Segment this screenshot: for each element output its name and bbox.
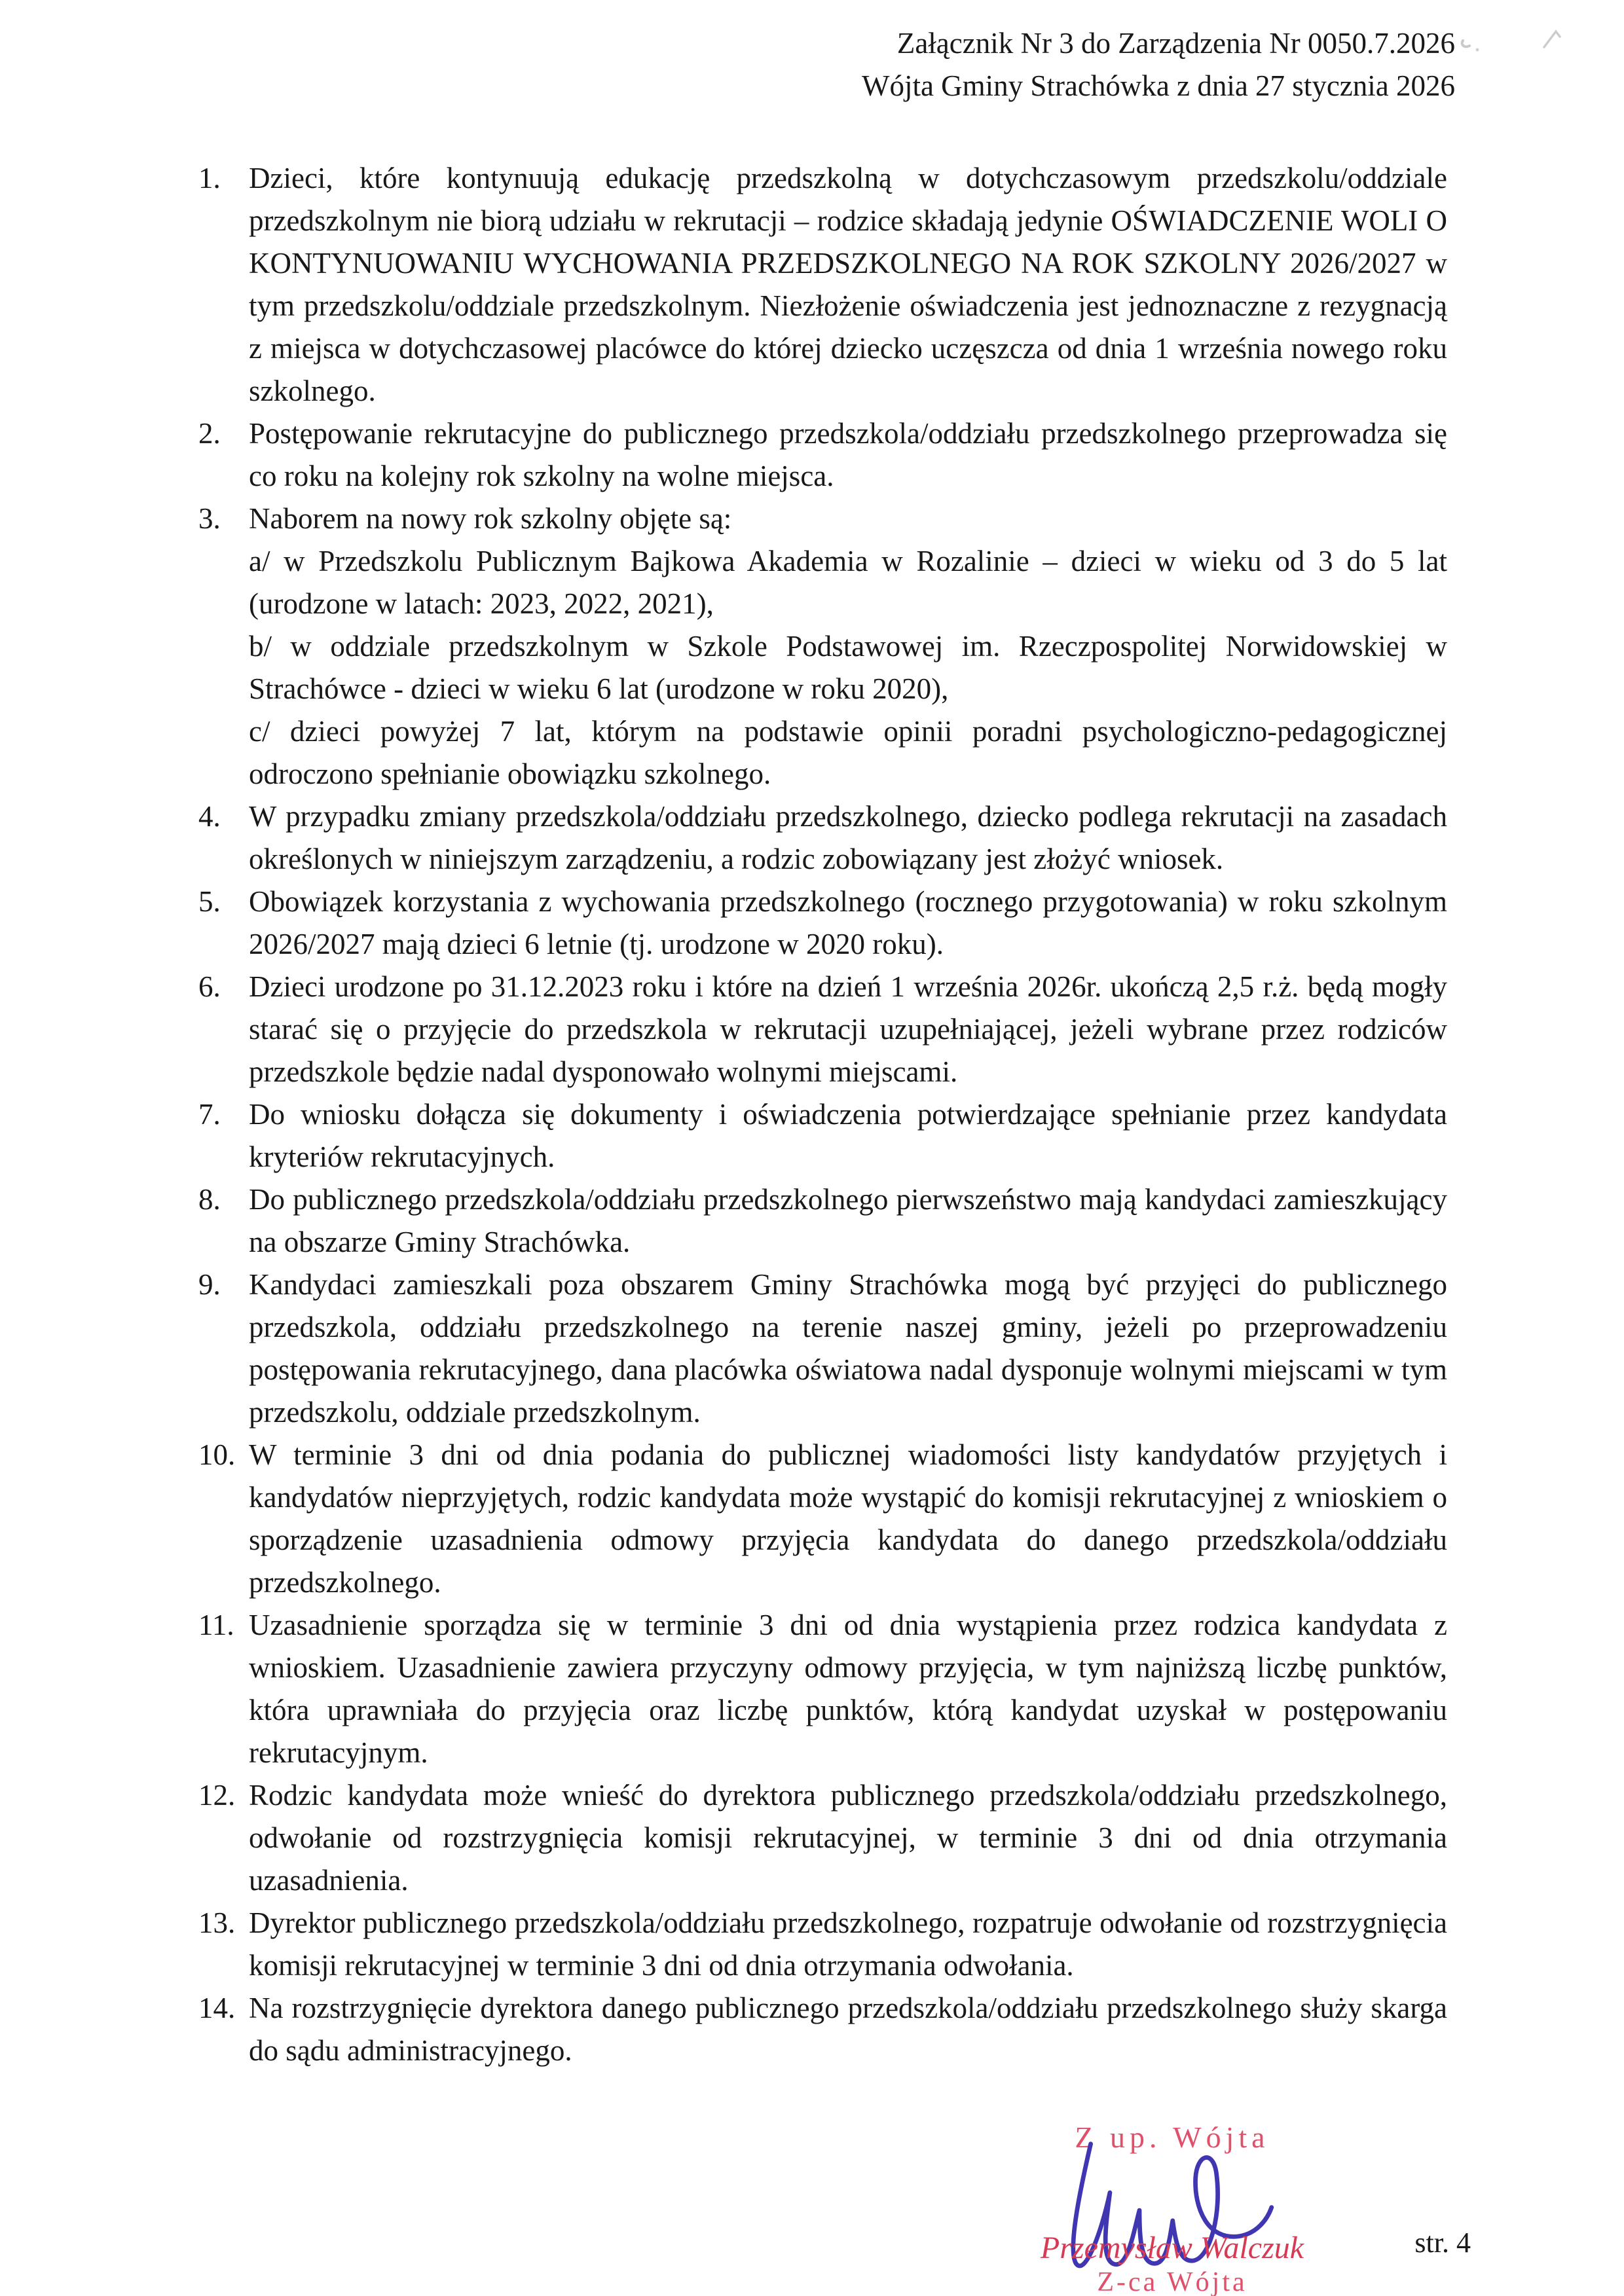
list-item: [198, 1434, 1447, 1604]
list-item: [198, 498, 1447, 795]
list-item: [198, 157, 1447, 412]
scan-artifact: [1459, 34, 1488, 56]
item-text: Na rozstrzygnięcie dyrektora danego publicznego przedszkola/oddziału przedszkolnego służy skarga do sądu administracyjnego.: [249, 1992, 1447, 2067]
item-number: 12.: [198, 1779, 236, 1812]
stamp-signer-name: Przemysław Walczuk: [1040, 2231, 1304, 2265]
list-item: [198, 1774, 1447, 1902]
item-number: 11.: [198, 1609, 234, 1641]
sub-item: b/ w oddziale przedszkolnym w Szkole Podstawowej im. Rzeczpospolitej Norwidowskiej w Strachówce - dzieci w wieku 6 lat (urodzone w roku 2020),: [249, 630, 1447, 705]
item-text: Postępowanie rekrutacyjne do publicznego przedszkola/oddziału przedszkolnego przeprowadza się co roku na kolejny rok szkolny na wolne miejsca.: [249, 417, 1447, 492]
list-item: [198, 412, 1447, 498]
item-text: W przypadku zmiany przedszkola/oddziału przedszkolnego, dziecko podlega rekrutacji na zasadach określonych w niniejszym zarządzeniu, a rodzic zobowiązany jest złożyć wniosek.: [249, 800, 1447, 875]
item-number: 1.: [198, 162, 221, 194]
stamp-signer-title: Z-ca Wójta: [1097, 2267, 1247, 2296]
item-text: Obowiązek korzystania z wychowania przedszkolnego (rocznego przygotowania) w roku szkolnym 2026/2027 mają dzieci 6 letnie (tj. urodzone w 2020 roku).: [249, 885, 1447, 960]
item-text: Kandydaci zamieszkali poza obszarem Gminy Strachówka mogą być przyjęci do publicznego przedszkola, oddziału przedszkolnego na terenie naszej gminy, jeżeli po przeprowadzeniu postępowania rekrutacyjnego, dana placówka oświatowa nadal dysponuje wolnymi miejscami w tym przedszkolu, oddziale przedszkolnym.: [249, 1268, 1447, 1429]
list-item: [198, 795, 1447, 881]
sub-item: a/ w Przedszkolu Publicznym Bajkowa Akademia w Rozalinie – dzieci w wieku od 3 do 5 lat (urodzone w latach: 2023, 2022, 2021),: [249, 545, 1447, 620]
item-text: Dzieci urodzone po 31.12.2023 roku i które na dzień 1 września 2026r. ukończą 2,5 r.ż. będą mogły starać się o przyjęcie do przedszkola w rekrutacji uzupełniającej, jeżeli wybrane przez rodziców przedszkole będzie nadal dysponowało wolnymi miejscami.: [249, 970, 1447, 1088]
item-number: 3.: [198, 502, 221, 535]
regulation-list: [198, 157, 1447, 2072]
item-text: W terminie 3 dni od dnia podania do publicznej wiadomości listy kandydatów przyjętych i kandydatów nieprzyjętych, rodzic kandydata może wystąpić do komisji rekrutacyjnej z wnioskiem o sporządzenie uzasadnienia odmowy przyjęcia kandydata do danego przedszkola/oddziału przedszkolnego.: [249, 1438, 1447, 1599]
item-number: 14.: [198, 1992, 236, 2024]
item-number: 8.: [198, 1183, 221, 1216]
item-text: Naborem na nowy rok szkolny objęte są:: [249, 502, 732, 535]
scan-artifact: [1540, 26, 1566, 52]
item-text: Do wniosku dołącza się dokumenty i oświadczenia potwierdzające spełnianie przez kandydata kryteriów rekrutacyjnych.: [249, 1098, 1447, 1173]
header-line-2: Wójta Gminy Strachówka z dnia 27 stycznia 2026: [861, 69, 1455, 102]
page-number: str. 4: [1414, 2227, 1471, 2259]
list-item: [198, 1604, 1447, 1774]
item-number: 10.: [198, 1438, 236, 1471]
sub-item: c/ dzieci powyżej 7 lat, którym na podstawie opinii poradni psychologiczno-pedagogicznej odroczono spełnianie obowiązku szkolnego.: [249, 715, 1447, 790]
document-header: [862, 22, 1455, 107]
signature-block: [1018, 2120, 1326, 2296]
item-number: 13.: [198, 1906, 236, 1939]
item-number: 5.: [198, 885, 221, 918]
item-text: Dzieci, które kontynuują edukację przedszkolną w dotychczasowym przedszkolu/oddziale przedszkolnym nie biorą udziału w rekrutacji – rodzice składają jedynie OŚWIADCZENIE WOLI O KONTYNUOWANIU WYCHOWANIA PRZEDSZKOLNEGO NA ROK SZKOLNY 2026/2027 w tym przedszkolu/oddziale przedszkolnym. Niezłożenie oświadczenia jest jednoznaczne z rezygnacją z miejsca w dotychczasowej placówce do której dziecko uczęszcza od dnia 1 września nowego roku szkolnego.: [249, 162, 1447, 407]
item-number: 2.: [198, 417, 221, 450]
header-line-1: Załącznik Nr 3 do Zarządzenia Nr 0050.7.2026: [896, 27, 1455, 60]
item-text: Do publicznego przedszkola/oddziału przedszkolnego pierwszeństwo mają kandydaci zamieszkujący na obszarze Gminy Strachówka.: [249, 1183, 1447, 1258]
list-item: [198, 966, 1447, 1093]
list-item: [198, 1264, 1447, 1434]
item-number: 4.: [198, 800, 221, 833]
list-item: [198, 1093, 1447, 1178]
item-text: Uzasadnienie sporządza się w terminie 3 dni od dnia wystąpienia przez rodzica kandydata z wnioskiem. Uzasadnienie zawiera przyczyny odmowy przyjęcia, w tym najniższą liczbę punktów, która uprawniała do przyjęcia oraz liczbę punktów, którą kandydat uzyskał w postępowaniu rekrutacyjnym.: [249, 1609, 1447, 1769]
item-text: Rodzic kandydata może wnieść do dyrektora publicznego przedszkola/oddziału przedszkolnego, odwołanie od rozstrzygnięcia komisji rekrutacyjnej, w terminie 3 dni od dnia otrzymania uzasadnienia.: [249, 1779, 1447, 1897]
item-number: 7.: [198, 1098, 221, 1131]
item-number: 6.: [198, 970, 221, 1003]
list-item: [198, 1987, 1447, 2072]
item-number: 9.: [198, 1268, 221, 1301]
item-text: Dyrektor publicznego przedszkola/oddziału przedszkolnego, rozpatruje odwołanie od rozstrzygnięcia komisji rekrutacyjnej w terminie 3 dni od dnia otrzymania odwołania.: [249, 1906, 1447, 1982]
stamp-authority-line: Z up. Wójta: [1075, 2121, 1270, 2154]
list-item: [198, 1902, 1447, 1987]
list-item: [198, 1178, 1447, 1264]
list-item: [198, 881, 1447, 966]
